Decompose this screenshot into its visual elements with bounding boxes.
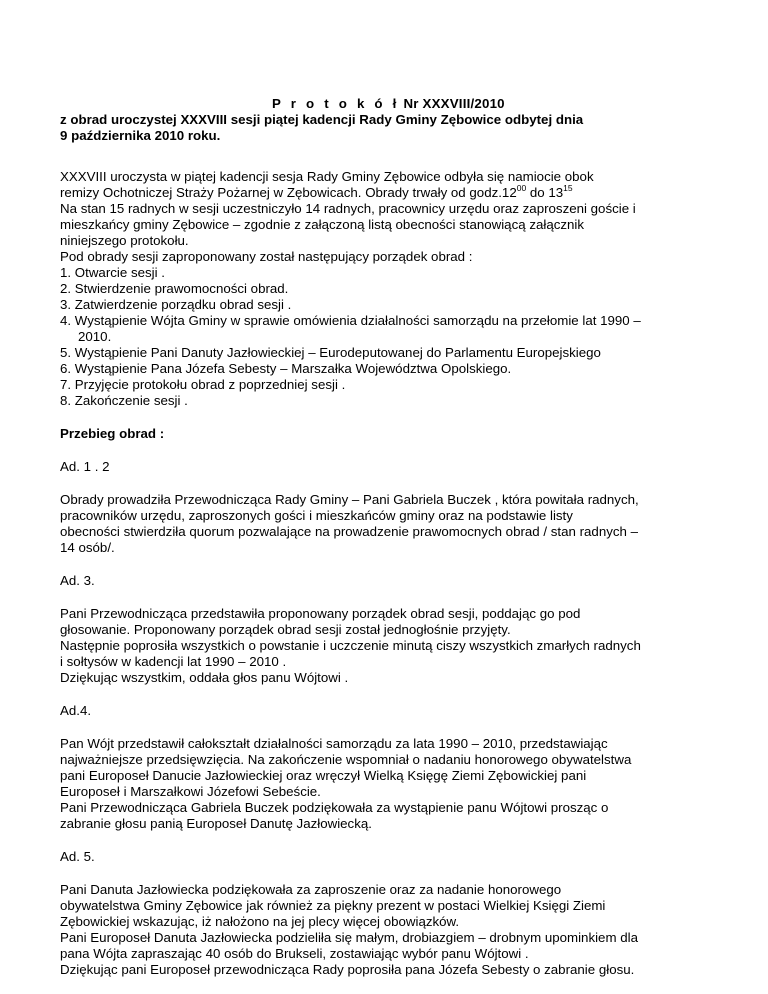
ad5-line-1: Pani Danuta Jazłowiecka podziękowała za zaproszenie oraz za nadanie honorowego	[60, 882, 562, 897]
ad5-line-6: Dziękując pani Europoseł przewodnicząca Rady poprosiła pana Józefa Sebesty o zabranie głosu.	[60, 962, 635, 977]
ad3-line-2: głosowanie. Proponowany porządek obrad sesji został jednogłośnie przyjęty.	[60, 622, 511, 637]
ad5-heading: Ad. 5.	[60, 849, 95, 864]
ad5-line-2: obywatelstwa Gminy Zębowice jak również za piękny prezent w postaci Wielkiej Księgi Ziemi	[60, 898, 606, 913]
protocol-title	[272, 96, 505, 112]
intro-line-2-text: remizy Ochotniczej Straży Pożarnej w Zębowicach. Obrady trwały od godz.12	[60, 185, 517, 200]
intro-line-2	[60, 182, 573, 201]
intro-line-5: niniejszego protokołu.	[60, 233, 189, 248]
agenda-item-2: 2. Stwierdzenie prawomocności obrad.	[60, 281, 289, 296]
agenda-item-8: 8. Zakończenie sesji .	[60, 393, 188, 408]
ad3-line-4: i sołtysów w kadencji lat 1990 – 2010 .	[60, 654, 287, 669]
ad12-line-2: pracowników urzędu, zaproszonych gości i mieszkańców gminy oraz na podstawie listy	[60, 508, 573, 523]
ad12-line-3: obecności stwierdziła quorum pozwalające na prowadzenie prawomocnych obrad / stan radnych –	[60, 524, 638, 539]
agenda-item-4-cont: 2010.	[78, 329, 112, 344]
intro-line-4: mieszkańcy gminy Zębowice – zgodnie z załączoną listą obecności stanowiącą załącznik	[60, 217, 585, 232]
intro-line-6: Pod obrady sesji zaproponowany został następujący porządek obrad :	[60, 249, 473, 264]
section-heading: Przebieg obrad :	[60, 426, 165, 441]
intro-line-2-mid: do 13	[526, 185, 564, 200]
ad12-heading: Ad. 1 . 2	[60, 459, 110, 474]
agenda-item-4: 4. Wystąpienie Wójta Gminy w sprawie omówienia działalności samorządu na przełomie lat 1990 –	[60, 313, 641, 328]
ad12-line-4: 14 osób/.	[60, 540, 115, 555]
start-time-minutes: 00	[516, 182, 527, 193]
agenda-item-3: 3. Zatwierdzenie porządku obrad sesji .	[60, 297, 292, 312]
protocol-number: Nr XXXVIII/2010	[399, 96, 505, 111]
ad3-line-5: Dziękując wszystkim, oddała głos panu Wójtowi .	[60, 670, 349, 685]
ad4-line-1: Pan Wójt przedstawił całokształt działalności samorządu za lata 1990 – 2010, przedstawiając	[60, 736, 608, 751]
ad5-line-3: Zębowickiej wskazując, iż nałożono na jej plecy więcej obowiązków.	[60, 914, 460, 929]
intro-line-1: XXXVIII uroczysta w piątej kadencji sesja Rady Gminy Zębowice odbyła się namiocie obok	[60, 169, 594, 184]
ad3-heading: Ad. 3.	[60, 573, 95, 588]
ad12-line-1: Obrady prowadziła Przewodnicząca Rady Gminy – Pani Gabriela Buczek , która powitała radnych,	[60, 492, 639, 507]
agenda-item-6: 6. Wystąpienie Pana Józefa Sebesty – Marszałka Województwa Opolskiego.	[60, 361, 512, 376]
end-time-minutes: 15	[563, 182, 573, 193]
agenda-item-1: 1. Otwarcie sesji .	[60, 265, 165, 280]
ad5-line-4: Pani Europoseł Danuta Jazłowiecka podzieliła się małym, drobiazgiem – drobnym upominkiem dla	[60, 930, 638, 945]
protocol-subtitle-line-1: z obrad uroczystej XXXVIII sesji piątej kadencji Rady Gminy Zębowice odbytej dnia	[60, 112, 584, 127]
ad4-line-5: Pani Przewodnicząca Gabriela Buczek podziękowała za wystąpienie panu Wójtowi prosząc o	[60, 800, 609, 815]
protocol-word: P r o t o k ó ł	[272, 96, 400, 111]
agenda-item-5: 5. Wystąpienie Pani Danuty Jazłowieckiej – Eurodeputowanej do Parlamentu Europejskiego	[60, 345, 601, 360]
protocol-subtitle-line-2: 9 października 2010 roku.	[60, 128, 221, 143]
ad3-line-3: Następnie poprosiła wszystkich o powstanie i uczczenie minutą ciszy wszystkich zmarłych radnych	[60, 638, 641, 653]
agenda-item-7: 7. Przyjęcie protokołu obrad z poprzedniej sesji .	[60, 377, 346, 392]
ad3-line-1: Pani Przewodnicząca przedstawiła proponowany porządek obrad sesji, poddając go pod	[60, 606, 581, 621]
ad4-line-6: zabranie głosu panią Europoseł Danutę Jazłowiecką.	[60, 816, 372, 831]
intro-line-3: Na stan 15 radnych w sesji uczestniczyło 14 radnych, pracownicy urzędu oraz zaproszeni goście i	[60, 201, 636, 216]
ad4-heading: Ad.4.	[60, 703, 92, 718]
ad4-line-2: najważniejsze przedsięwzięcia. Na zakończenie wspomniał o nadaniu honorowego obywatelstwa	[60, 752, 632, 767]
ad4-line-3: pani Europoseł Danucie Jazłowieckiej oraz wręczył Wielką Księgę Ziemi Zębowickiej pani	[60, 768, 587, 783]
ad4-line-4: Europoseł i Marszałkowi Józefowi Sebeście.	[60, 784, 321, 799]
ad5-line-5: pana Wójta zapraszając 40 osób do Brukseli, zostawiając wybór panu Wójtowi .	[60, 946, 529, 961]
